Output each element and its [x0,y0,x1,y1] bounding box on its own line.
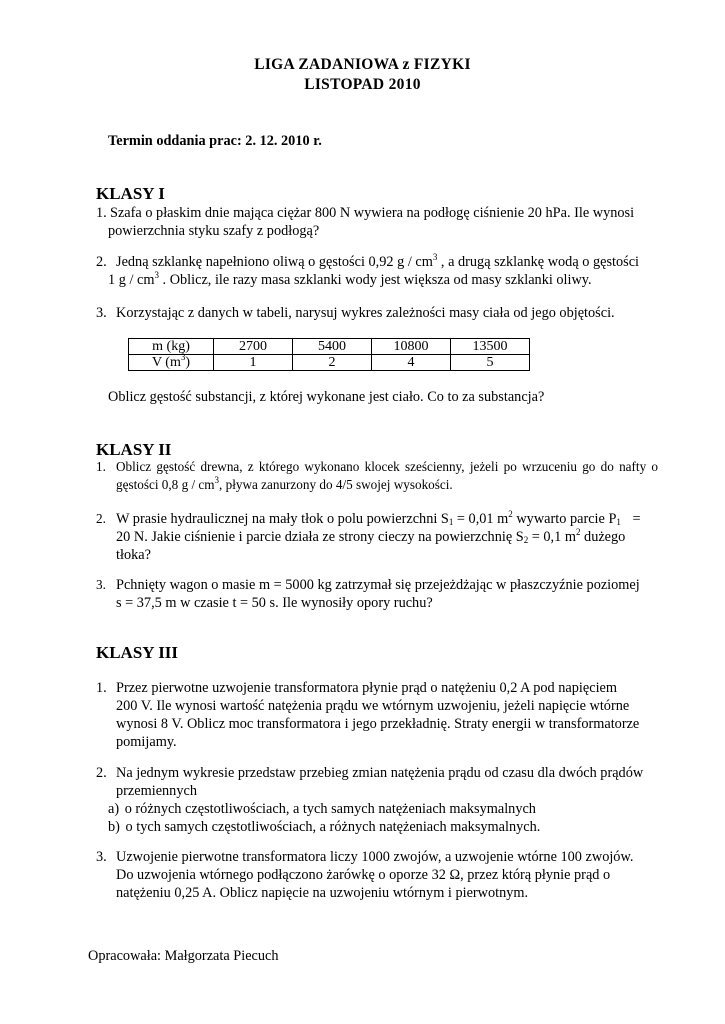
table-cell: m (kg) [129,339,214,355]
subscript: 1 [616,517,621,527]
problem-line: 200 V. Ile wynosi wartość natężenia prądu we wtórnym uzwojeniu, jeżeli napięcie wtórne [116,698,630,714]
section-heading-klasy-3: KLASY III [96,643,179,662]
problem-3-2 [96,764,658,836]
table-row [129,355,530,371]
exponent: 2 [508,509,513,519]
table-cell: 13500 [451,339,530,355]
problem-number: 2. [96,765,107,781]
table-cell: 5400 [293,339,372,355]
problem-line: Uzwojenie pierwotne transformatora liczy 1000 zwojów, a uzwojenie wtórne 100 zwojów. [116,849,634,865]
deadline: Termin oddania prac: 2. 12. 2010 r. [108,133,322,149]
exponent: 3 [154,270,159,280]
problem-text: , pływa zanurzony do 4/5 swojej wysokości. [219,477,453,492]
problem-text: . Oblicz, ile razy masa szklanki wody jest większa od masy szklanki oliwy. [158,272,592,288]
data-table [128,338,530,371]
problem-line: Do uzwojenia wtórnego podłączono żarówkę o oporze 32 Ω, przez którą płynie prąd o [116,867,611,883]
problem-line: przemiennych [116,783,197,799]
problem-3-1 [96,679,658,751]
problem-number: 3. [96,849,107,865]
problem-number: 3. [96,577,106,592]
problem-line: Przez pierwotne uzwojenie transformatora płynie prąd o natężeniu 0,2 A pod napięciem [116,680,618,696]
problem-text: = 0,01 m [453,511,509,527]
list-marker: a) [108,801,120,817]
problem-text: wywarto parcie P [512,511,617,527]
table-cell: 2700 [214,339,293,355]
problem-3-3 [96,848,658,902]
section-heading-klasy-1: KLASY I [96,184,165,203]
problem-line: wynosi 8 V. Oblicz moc transformatora i jego przekładnię. Straty energii w transformatorze [116,716,640,732]
problem-line: pomijamy. [116,734,177,750]
table-cell: 1 [214,355,293,371]
list-item: o różnych częstotliwościach, a tych samych natężeniach maksymalnych [124,801,536,817]
problem-line: natężeniu 0,25 A. Oblicz napięcie na uzwojeniu wtórnym i pierwotnym. [116,885,529,901]
problem-text: dużego [580,529,626,545]
problem-text: Jedną szklankę napełniono oliwą o gęstości 0,92 g / cm [116,254,433,270]
problem-text: = 0,1 m [528,529,576,545]
problem-line: Pchnięty wagon o masie m = 5000 kg zatrzymał się przejeżdżając w płaszczyźnie poziomej [116,577,640,593]
table-cell: 4 [372,355,451,371]
problem-number: 2. [96,254,107,270]
cell-text: V (m [151,355,181,370]
problem-1-3 [96,304,666,322]
problem-line: Korzystając z danych w tabeli, narysuj wykres zależności masy ciała od jego objętości. [116,305,615,321]
list-item: o tych samych częstotliwościach, a różnych natężeniach maksymalnych. [125,819,541,835]
problem-line: powierzchnia styku szafy z podłogą? [108,223,320,239]
problem-1-2 [96,253,666,289]
problem-number: 2. [96,511,106,526]
problem-line: Szafa o płaskim dnie mająca ciężar 800 N wywiera na podłogę ciśnienie 20 hPa. Ile wynosi [110,205,635,221]
problem-line: tłoka? [116,547,151,563]
exponent: 3 [180,352,186,362]
table-cell: 10800 [372,339,451,355]
problem-2-3 [96,576,658,612]
section-heading-klasy-2: KLASY II [96,440,172,459]
problem-text: 1 g / cm [108,272,155,288]
table-cell [129,352,214,371]
problem-line: Oblicz gęstość drewna, z którego wykonano klocek sześcienny, jeżeli po wrzuceniu go do nafty o [116,459,658,474]
page-title: LIGA ZADANIOWA z FIZYKI [254,56,471,73]
subscript: 1 [448,517,454,527]
problem-2-1 [96,458,658,494]
problem-text: 20 N. Jakie ciśnienie i parcie działa ze strony cieczy na powierzchnię S [116,529,524,545]
problem-text: gęstości 0,8 g / cm [116,477,215,492]
page-subtitle: LISTOPAD 2010 [304,76,421,93]
list-marker: b) [108,819,120,835]
problem-text: = [628,511,641,527]
problem-number: 3. [96,305,107,321]
problem-line: s = 37,5 m w czasie t = 50 s. Ile wynosiły opory ruchu? [116,595,433,611]
exponent: 3 [432,252,438,262]
problem-line: Na jednym wykresie przedstaw przebieg zmian natężenia prądu od czasu dla dwóch prądów [116,765,644,781]
problem-text: W prasie hydraulicznej na mały tłok o polu powierzchni S [116,511,449,527]
author: Opracowała: Małgorzata Piecuch [88,948,279,964]
cell-text: ) [185,355,191,370]
problem-number: 1. [96,205,107,221]
table-cell: 2 [293,355,372,371]
table-question: Oblicz gęstość substancji, z której wykonane jest ciało. Co to za substancja? [108,389,545,405]
problem-number: 1. [96,459,106,474]
problem-text: , a drugą szklankę wodą o gęstości [437,254,640,270]
problem-1-1 [96,204,666,240]
problem-2-2 [96,510,658,564]
table-row [129,339,530,355]
table-cell: 5 [451,355,530,371]
problem-number: 1. [96,680,107,696]
subscript: 2 [523,535,529,545]
exponent: 3 [214,475,220,485]
exponent: 2 [575,527,581,537]
